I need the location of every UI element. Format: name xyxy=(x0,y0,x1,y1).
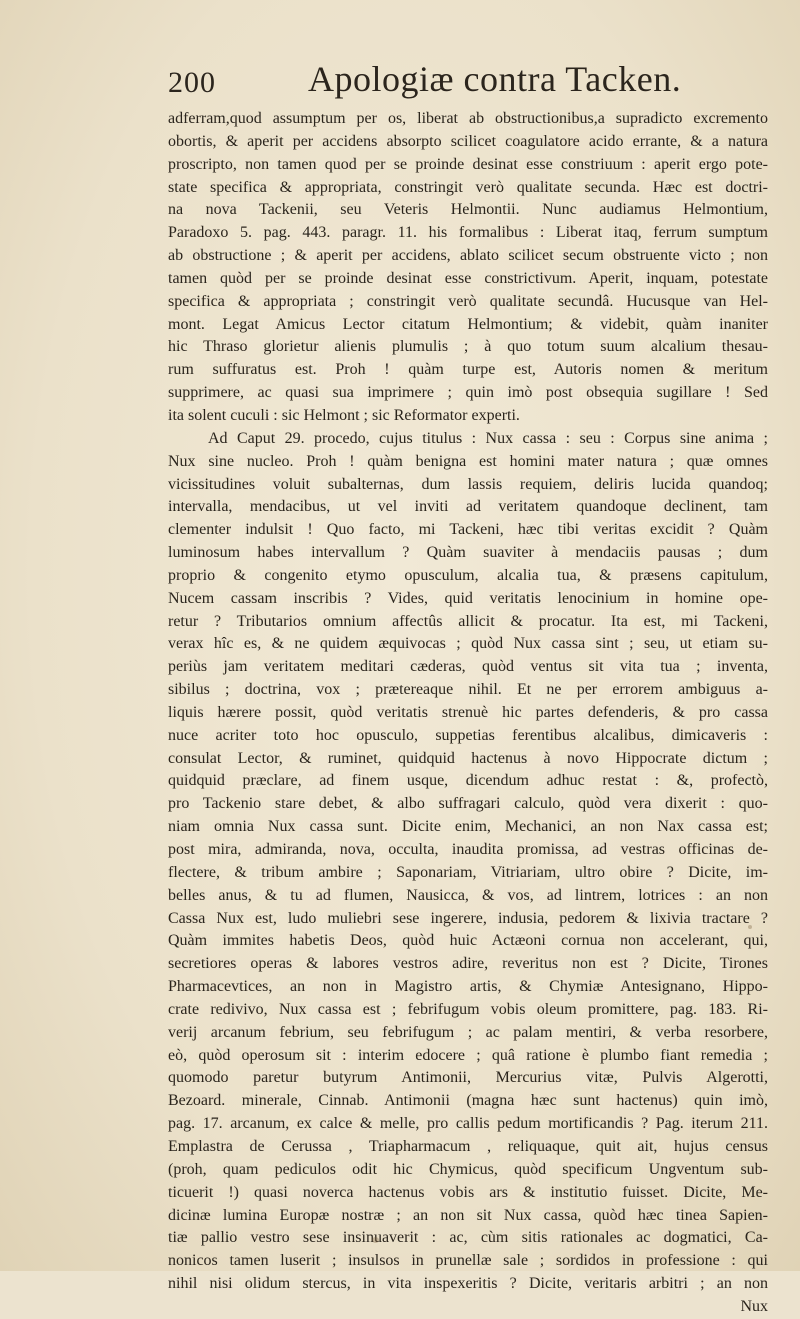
page-header xyxy=(168,58,768,108)
page-number: 200 xyxy=(168,66,216,99)
text-line: pag. 17. arcanum, ex calce & melle, pro callis pedum mortificandis ? Pag. iterum 211. xyxy=(168,1115,768,1133)
ink-smudge xyxy=(748,925,752,929)
text-line: Paradoxo 5. pag. 443. paragr. 11. his formalibus : Liberat itaq, ferrum sumptum xyxy=(168,224,768,242)
text-line: post mira, admiranda, nova, occulta, inaudita promissa, ad vestras officinas de- xyxy=(168,841,768,858)
text-line: sibilus ; doctrina, vox ; prætereaque nihil. Et ne per errorem ambiguus a- xyxy=(168,681,768,699)
text-line: proscripto, non tamen quod per se proinde desinat esse constriuum : aperit ergo pote- xyxy=(168,155,768,173)
text-line: pro Tackenio stare debet, & albo suffragari calculo, quòd vera dixerit : quo- xyxy=(168,795,768,813)
text-line: verij arcanum febrium, seu febrifugum ; ac palam mentiri, & verba resorbere, xyxy=(168,1023,768,1041)
text-line: vicissitudines voluit subalternas, dum lassis requiem, deliris lucida quandoq; xyxy=(168,475,768,493)
text-line: consulat Lector, & ruminet, quidquid hactenus à novo Hippocrate dictum ; xyxy=(168,749,768,767)
text-line: nihil nisi olidum stercus, in vita inspexeritis ? Dicite, veritaris arbitri ; an non xyxy=(168,1275,768,1293)
text-line: ab obstructione ; & aperit per accidens, ablato scilicet secum obstruente victo ; non xyxy=(168,247,768,265)
text-line: (proh, quam pediculos odit hic Chymicus, quòd specificum Ungventum sub- xyxy=(168,1160,768,1178)
text-line: retur ? Tributarios omnium affectûs allicit & procatur. Ita est, mi Tackeni, xyxy=(168,612,768,630)
text-line: proprio & congenito etymo opusculum, alcalia tua, & præsens capitulum, xyxy=(168,566,768,584)
text-line: Cassa Nux est, ludo muliebri sese ingerere, indusia, pedorem & lixivia tractare ? xyxy=(168,909,768,927)
text-line: tiæ pallio vestro sese insinuaverit : ac, cùm sitis rationales ac dogmatici, Ca- xyxy=(168,1229,768,1247)
paragraph-start-line: Ad Caput 29. procedo, cujus titulus : Nux cassa : seu : Corpus sine anima ; xyxy=(208,429,768,447)
text-line: mont. Legat Amicus Lector citatum Helmontium; & videbit, quàm inaniter xyxy=(168,315,768,333)
text-line: crate redivivo, Nux cassa est ; febrifugum vobis oleum promittere, pag. 183. Ri- xyxy=(168,1000,768,1018)
text-line: verax hîc es, & ne quidem æquivocas ; quòd Nux cassa sint ; seu, ut etiam su- xyxy=(168,635,768,653)
text-line: Quàm immites habetis Deos, quòd huic Actæoni cornua non accelerant, qui, xyxy=(168,932,768,950)
text-line: rum suffuratus est. Proh ! quàm turpe est, Autoris nomen & meritum xyxy=(168,361,768,379)
catchword: Nux xyxy=(740,1297,768,1315)
text-line: intervalla, mendacibus, ut vel inviti ad veritatem quandoque declinent, tam xyxy=(168,498,768,516)
text-line: quidquid præclare, ad finem usque, dicendum adhuc restat : &, profectò, xyxy=(168,772,768,790)
text-line: belles anus, & tu ad flumen, Nausicca, & vos, ad lintrem, lotrices : an non xyxy=(168,886,768,904)
text-line: liquis hærere possit, quòd veritatis strenuè hic partes defenderis, & pro cassa xyxy=(168,703,768,721)
text-line: Pharmacevtices, an non in Magistro artis, & Chymiæ Antesignano, Hippo- xyxy=(168,978,768,996)
running-head: Apologiæ contra Tacken. xyxy=(308,59,682,99)
text-line: nuce acriter toto hoc opusculo, suppetias ferentibus alcalibus, dimicaveris : xyxy=(168,726,768,744)
text-line: niam omnia Nux cassa sunt. Dicite enim, Mechanici, an non Nax cassa est; xyxy=(168,818,768,836)
text-line: state specifica & appropriata, constringit verò qualitate secunda. Hæc est doctri- xyxy=(168,178,768,196)
text-line: obortis, & aperit per accidens absorpto scilicet coagulatore acido errante, & a natura xyxy=(168,132,768,150)
text-line: eò, quòd operosum sit : interim edocere ; quâ ratione è plumbo fiant remedia ; xyxy=(168,1046,768,1064)
text-line: tamen quòd per se proinde desinat esse constrictivum. Aperit, inquam, potestate xyxy=(168,269,768,287)
text-line: secretiores operas & labores vestros adire, reveritus non est ? Dicite, Tirones xyxy=(168,955,768,973)
text-line: quomodo paretur butyrum Antimonii, Mercurius vitæ, Pulvis Algerotti, xyxy=(168,1069,768,1087)
ink-smudge xyxy=(372,1237,379,1243)
text-line: specifica & appropriata ; constringit verò qualitate secundâ. Hucusque van Hel- xyxy=(168,292,768,310)
text-line: na nova Tackenii, seu Veteris Helmontii. Nunc audiamus Helmontium, xyxy=(168,201,768,219)
text-line: ticuerit !) quasi noverca hactenus vobis ars & institutio fuisset. Dicite, Me- xyxy=(168,1183,768,1201)
text-line: adferram,quod assumptum per os, liberat ab obstructionibus,a supradicto excremento xyxy=(168,110,768,127)
text-line: Emplastra de Cerussa , Triapharmacum , reliquaque, quit ait, hujus census xyxy=(168,1137,768,1155)
text-line: clementer indulsit ! Quo facto, mi Tackeni, hæc tibi veritas excidit ? Quàm xyxy=(168,521,768,539)
text-line: flectere, & tribum ambire ; Saponariam, Vitriariam, ultro obire ? Dicite, im- xyxy=(168,863,768,881)
text-line: hic Thraso glorietur alienis plumulis ; à quo totum suum alcalium thesau- xyxy=(168,338,768,356)
text-line: Nucem cassam inscribis ? Vides, quid veritatis lenocinium in homine ope- xyxy=(168,589,768,607)
text-line: ita solent cuculi : sic Helmont ; sic Reformator experti. xyxy=(168,406,520,424)
text-line: periùs jam veritatem meditari cæderas, quòd ventus sit vita tua ; inventa, xyxy=(168,658,768,676)
text-line: Bezoard. minerale, Cinnab. Antimonii (magna hæc sunt hactenus) quin imò, xyxy=(168,1092,768,1110)
text-line: luminosum habes intervallum ? Quàm suaviter à mendaciis pausas ; dum xyxy=(168,544,768,562)
text-line: Nux sine nucleo. Proh ! quàm benigna est homini mater natura ; quæ omnes xyxy=(168,452,768,470)
text-line: nonicos tamen luserit ; insulsos in prunellæ sale ; sordidos in professione : qui xyxy=(168,1252,768,1270)
text-line: supprimere, ac quasi sua imprimere ; quin imò post obsequia sugillare ! Sed xyxy=(168,384,768,402)
text-line: dicinæ lumina Europæ nostræ ; an non sit Nux cassa, quòd hæc tinea Sapien- xyxy=(168,1206,768,1224)
body-text xyxy=(168,108,768,1319)
